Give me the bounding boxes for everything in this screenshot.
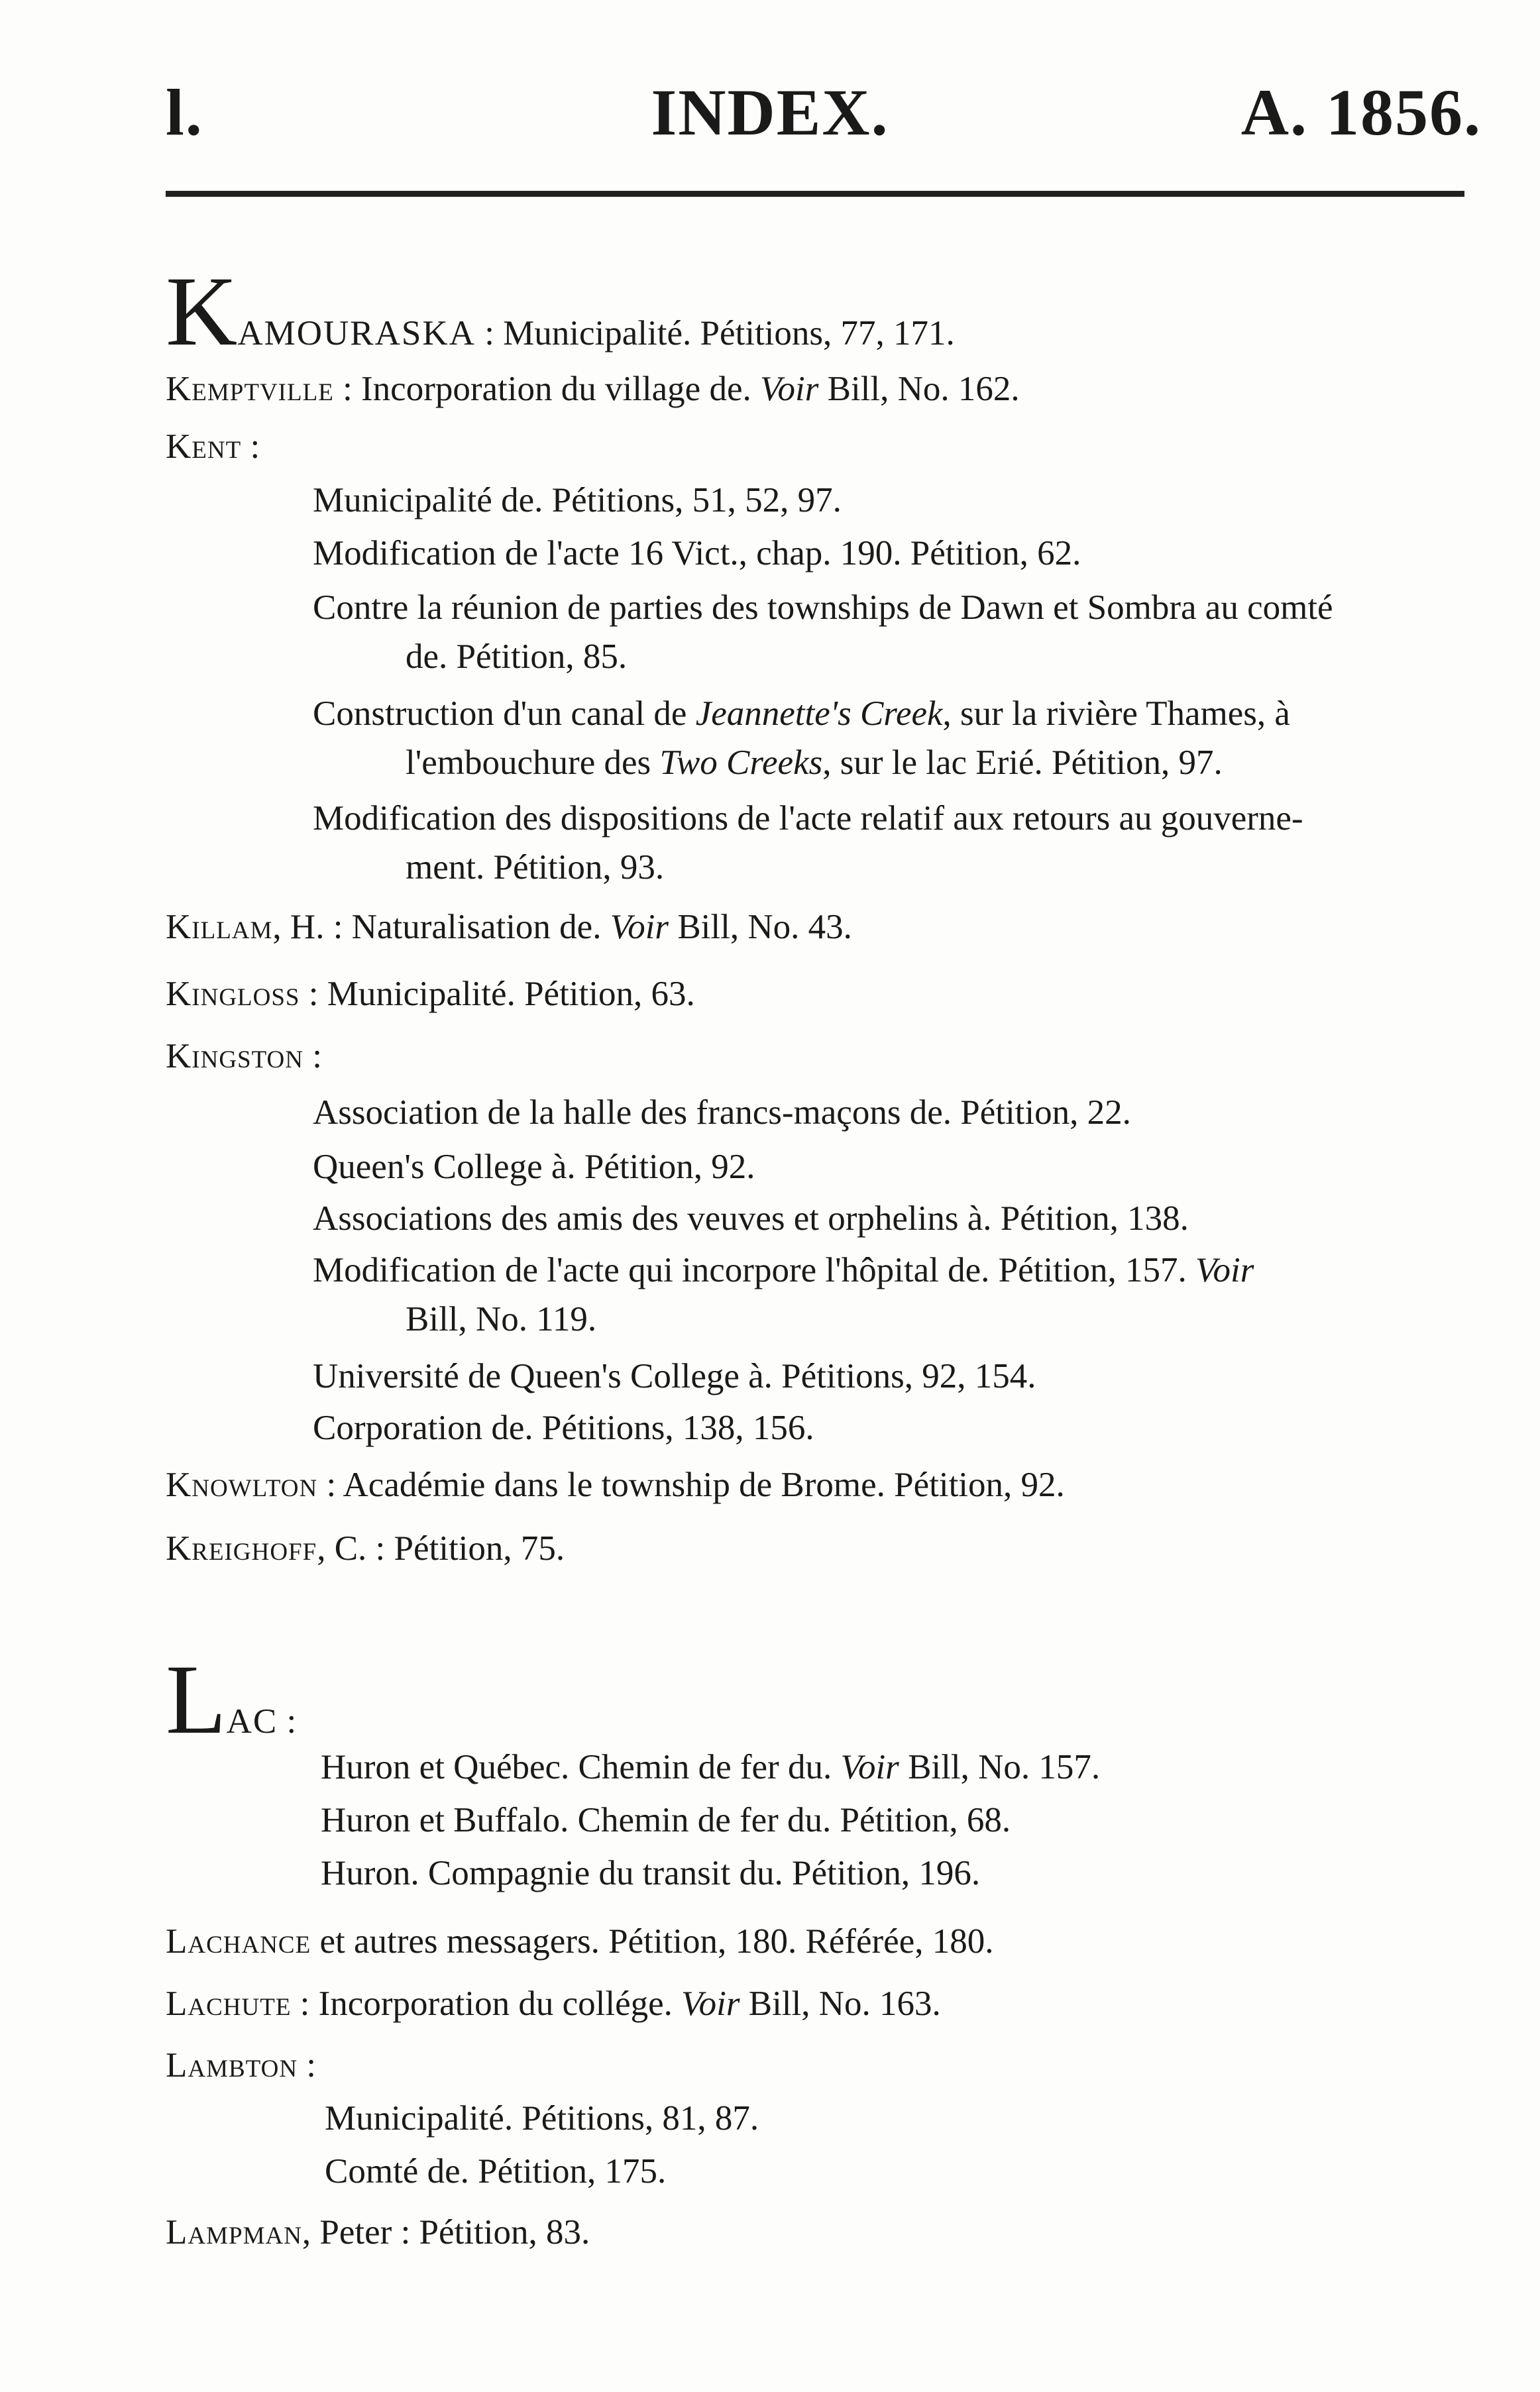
entry-sep: : xyxy=(278,1702,297,1741)
sub-entry xyxy=(321,1849,1474,1898)
entry-head: AMOURASKA xyxy=(237,314,476,353)
entry-text: : Incorporation du collége. xyxy=(291,1984,682,2023)
drop-initial-l: L xyxy=(166,1645,227,1755)
entry-sep: : xyxy=(241,427,260,466)
sub-entry-text: Corporation de. Pétitions, 138, 156. xyxy=(313,1409,814,1447)
entry-sep: : xyxy=(298,2046,317,2085)
sub-entry-text: Bill, No. 157. xyxy=(899,1748,1101,1786)
entry-head: Kingloss xyxy=(166,975,300,1013)
entry-name: , H. : xyxy=(272,908,352,946)
entry-kreighoff xyxy=(166,1524,1464,1573)
sub-entry-text: Queen's College à. Pétition, 92. xyxy=(313,1148,755,1186)
sub-entry-text: Huron et Québec. Chemin de fer du. xyxy=(321,1748,841,1786)
entry-kingloss xyxy=(166,969,1464,1018)
entry-sep: : xyxy=(303,1037,322,1075)
page-title: INDEX. xyxy=(651,76,889,149)
sub-entry xyxy=(313,1403,1466,1452)
sub-entry-text: Association de la halle des francs-maçons de. Pétition, 22. xyxy=(313,1093,1131,1132)
sub-entry xyxy=(313,583,1466,681)
sub-entry xyxy=(321,1743,1474,1792)
entry-head: Kemptville xyxy=(166,370,334,408)
header-rule xyxy=(166,191,1464,197)
entry-text: et autres messagers. Pétition, 180. Référée, 180. xyxy=(311,1922,994,1961)
entry-lachance xyxy=(166,1917,1464,1966)
voir-link-text: Voir xyxy=(681,1984,740,2023)
sub-entry-continuation: Bill, No. 119. xyxy=(406,1300,597,1338)
sub-entry-continuation: de. Pétition, 85. xyxy=(406,637,628,676)
sub-entry xyxy=(325,2094,1478,2143)
entry-text: : Académie dans le township de Brome. Pétition, 92. xyxy=(317,1466,1065,1504)
sub-entry xyxy=(313,476,1466,525)
sub-entry-text: Municipalité. Pétitions, 81, 87. xyxy=(325,2099,759,2138)
entry-tail: Bill, No. 162. xyxy=(818,370,1020,408)
entry-knowlton xyxy=(166,1460,1464,1509)
sub-entry-text: Modification des dispositions de l'acte relatif aux retours au gouverne- xyxy=(313,799,1303,838)
entry-lambton xyxy=(166,2041,1464,2090)
sub-entry-text: l'embouchure des xyxy=(406,743,660,782)
entry-kent xyxy=(166,422,1464,471)
sub-entry xyxy=(313,794,1466,892)
page-number: l. xyxy=(166,76,203,149)
entry-head: Lampman xyxy=(166,2213,302,2252)
sub-entry-text: Municipalité de. Pétitions, 51, 52, 97. xyxy=(313,481,842,519)
entry-head: AC xyxy=(226,1702,278,1741)
sub-entry xyxy=(313,1194,1466,1243)
entry-text: : Incorporation du village de. xyxy=(333,370,760,408)
sub-entry xyxy=(313,1142,1466,1191)
sub-entry-text: Modification de l'acte 16 Vict., chap. 190. Pétition, 62. xyxy=(313,534,1081,572)
sub-entry-text: Modification de l'acte qui incorpore l'hôpital de. Pétition, 157. xyxy=(313,1251,1196,1289)
sub-entry-text: Huron et Buffalo. Chemin de fer du. Pétition, 68. xyxy=(321,1801,1011,1839)
sub-entry xyxy=(313,1088,1466,1137)
entry-head: Knowlton xyxy=(166,1466,318,1504)
entry-head: Lambton xyxy=(166,2046,298,2085)
entry-text: Naturalisation de. xyxy=(351,908,610,946)
place-name: Two Creeks xyxy=(659,743,823,782)
voir-link-text: Voir xyxy=(759,370,819,408)
sub-entry-text: Construction d'un canal de xyxy=(313,694,696,733)
sub-entry-text: , sur le lac Erié. Pétition, 97. xyxy=(822,743,1223,782)
voir-link-text: Voir xyxy=(610,908,669,946)
entry-kingston xyxy=(166,1032,1464,1081)
entry-kemptville xyxy=(166,364,1464,413)
entry-head: Kreighoff xyxy=(166,1529,317,1568)
entry-tail: Bill, No. 163. xyxy=(740,1984,941,2023)
sub-entry xyxy=(313,1246,1466,1344)
sub-entry xyxy=(313,1352,1466,1401)
entry-text: , C. : Pétition, 75. xyxy=(317,1529,565,1568)
place-name: Jeannette's Creek xyxy=(695,694,943,733)
entry-killam xyxy=(166,902,1464,951)
entry-lachute xyxy=(166,1979,1464,2028)
entry-head: Lachute xyxy=(166,1984,292,2023)
voir-link-text: Voir xyxy=(840,1748,899,1786)
entry-sep: : xyxy=(475,314,504,353)
sub-entry-text: Contre la réunion de parties des townships de Dawn et Sombra au comté xyxy=(313,588,1333,627)
entry-head: Kingston xyxy=(166,1037,303,1075)
entry-text: , Peter : Pétition, 83. xyxy=(302,2213,590,2252)
sub-entry-text: Comté de. Pétition, 175. xyxy=(325,2152,667,2191)
entry-text: Municipalité. Pétitions, 77, 171. xyxy=(503,314,955,353)
sub-entry-text: Université de Queen's College à. Pétitions, 92, 154. xyxy=(313,1357,1036,1395)
sub-entry xyxy=(313,529,1466,578)
entry-tail: Bill, No. 43. xyxy=(669,908,852,946)
sub-entry-continuation: ment. Pétition, 93. xyxy=(406,848,665,887)
entry-head: Kent xyxy=(166,427,242,466)
sub-entry xyxy=(313,689,1466,787)
sub-entry-text: Huron. Compagnie du transit du. Pétition, 196. xyxy=(321,1854,981,1892)
entry-lampman xyxy=(166,2208,1464,2257)
sub-entry xyxy=(325,2147,1478,2196)
sub-entry xyxy=(321,1796,1474,1845)
entry-head: Killam xyxy=(166,908,273,946)
year-label: A. 1856. xyxy=(1240,76,1482,149)
entry-text: : Municipalité. Pétition, 63. xyxy=(300,975,695,1013)
entry-head: Lachance xyxy=(166,1922,311,1961)
voir-link-text: Voir xyxy=(1195,1251,1254,1289)
sub-entry-text: Associations des amis des veuves et orphelins à. Pétition, 138. xyxy=(313,1199,1189,1238)
sub-entry-continuation xyxy=(313,738,1466,787)
sub-entry-text: , sur la rivière Thames, à xyxy=(942,694,1290,733)
drop-initial-k: K xyxy=(166,256,238,366)
